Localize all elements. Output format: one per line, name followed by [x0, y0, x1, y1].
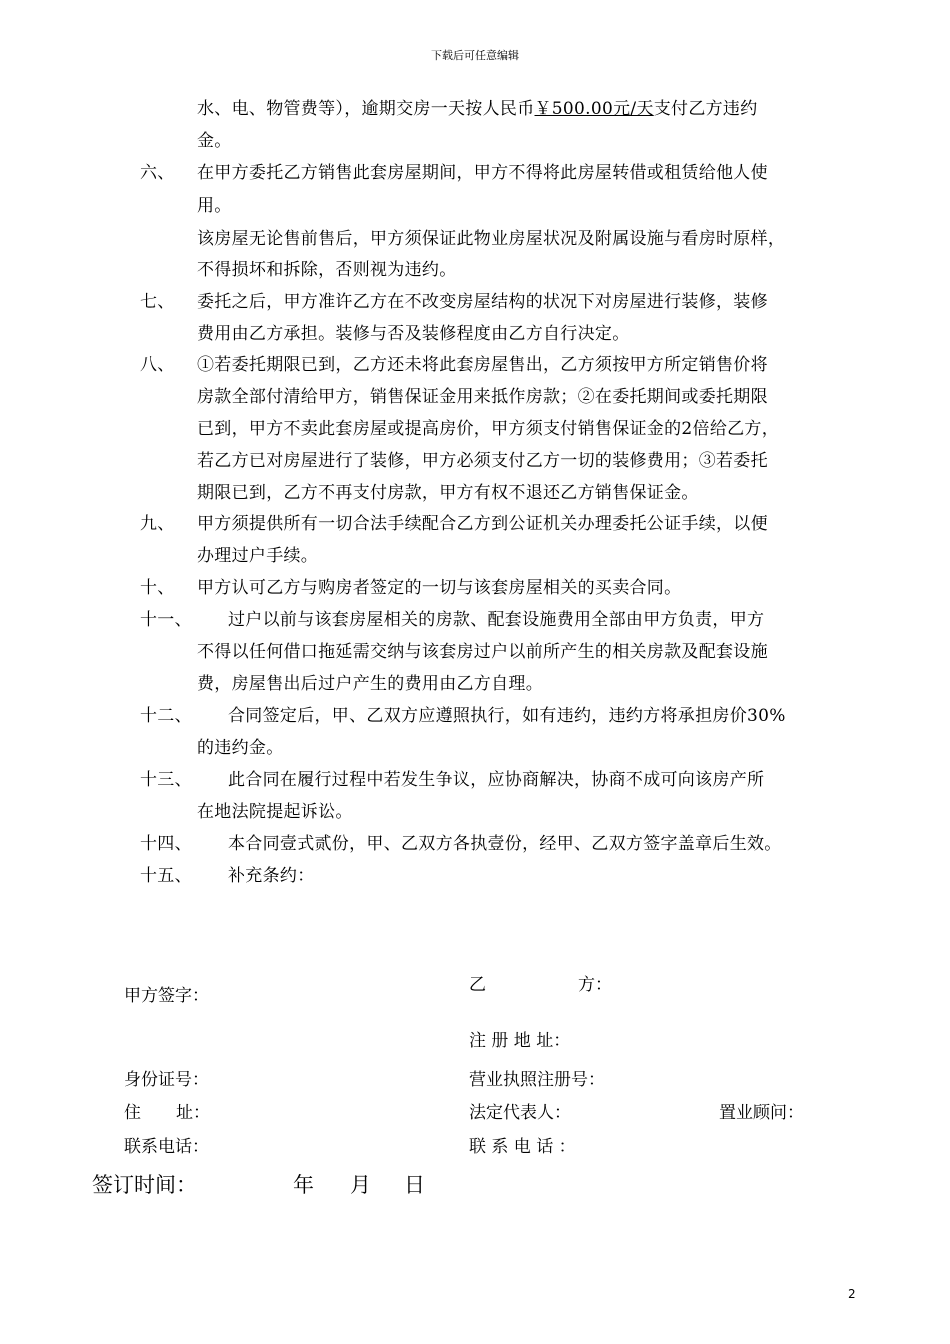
party-a-phone-label: 联系电话：	[124, 1137, 209, 1157]
clause-9-number: 九、	[140, 514, 175, 534]
clause-15-line-1: 补充条约：	[228, 866, 315, 886]
clause-13-line-1: 此合同在履行过程中若发生争议，应协商解决，协商不成可向该房产所	[228, 770, 765, 790]
clause-7-line-2: 费用由乙方承担。装修与否及装修程度由乙方自行决定。	[197, 324, 630, 344]
clause-5-continued-line-2: 金。	[197, 131, 232, 151]
clause-8-line-2: 房款全部付清给甲方，销售保证金用来抵作房款；②在委托期间或委托期限	[197, 387, 768, 407]
clause-12-number: 十二、	[140, 706, 192, 726]
legal-representative-label: 法定代表人：	[469, 1103, 571, 1123]
clause-7-line-1: 委托之后，甲方准许乙方在不改变房屋结构的状况下对房屋进行装修，装修	[197, 292, 768, 312]
clause-text: 水、电、物管费等），逾期交房一天按人民币	[197, 99, 535, 119]
clause-6-number: 六、	[140, 163, 175, 183]
clause-13-line-2: 在地法院提起诉讼。	[197, 802, 353, 822]
page-number: 2	[848, 1287, 856, 1301]
party-b-label-char1: 乙	[469, 975, 486, 995]
signing-date-year: 年	[293, 1173, 314, 1197]
clause-10-line-1: 甲方认可乙方与购房者签定的一切与该套房屋相关的买卖合同。	[197, 578, 682, 598]
clause-6-line-1: 在甲方委托乙方销售此套房屋期间，甲方不得将此房屋转借或租赁给他人使	[197, 163, 768, 183]
clause-11-line-3: 费，房屋售出后过户产生的费用由乙方自理。	[197, 674, 543, 694]
clause-12-line-2: 的违约金。	[197, 738, 284, 758]
clause-8-line-1: ①若委托期限已到，乙方还未将此套房屋售出，乙方须按甲方所定销售价将	[197, 355, 768, 375]
party-b-label-char2: 方：	[578, 975, 612, 995]
clause-14-line-1: 本合同壹式贰份，甲、乙双方各执壹份，经甲、乙双方签字盖章后生效。	[228, 834, 782, 854]
clause-8-line-5: 期限已到，乙方不再支付房款，甲方有权不退还乙方销售保证金。	[197, 483, 699, 503]
party-a-sign-label: 甲方签字：	[124, 986, 209, 1006]
clause-12-line-1: 合同签定后，甲、乙双方应遵照执行，如有违约，违约方将承担房价30%	[228, 706, 786, 726]
clause-7-number: 七、	[140, 292, 175, 312]
signing-date-label: 签订时间：	[92, 1173, 197, 1197]
clause-14-number: 十四、	[140, 834, 192, 854]
clause-text: 支付乙方违约	[653, 99, 758, 119]
clause-13-number: 十三、	[140, 770, 192, 790]
clause-11-line-1: 过户以前与该套房屋相关的房款、配套设施费用全部由甲方负责，甲方	[228, 610, 765, 630]
clause-15-number: 十五、	[140, 866, 192, 886]
business-license-label: 营业执照注册号：	[469, 1070, 605, 1090]
page-header: 下载后可任意编辑	[431, 49, 519, 62]
clause-9-line-2: 办理过户手续。	[197, 546, 319, 566]
clause-8-number: 八、	[140, 355, 175, 375]
clause-5-continued-line-1	[197, 99, 758, 119]
signing-date-day: 日	[404, 1173, 425, 1197]
clause-10-number: 十、	[140, 578, 175, 598]
clause-9-line-1: 甲方须提供所有一切合法手续配合乙方到公证机关办理委托公证手续，以便	[197, 514, 768, 534]
party-b-phone-label: 联 系 电 话 ：	[469, 1137, 576, 1157]
clause-8-line-4: 若乙方已对房屋进行了装修，甲方必须支付乙方一切的装修费用；③若委托	[197, 451, 768, 471]
clause-11-number: 十一、	[140, 610, 192, 630]
registered-address-label: 注 册 地 址：	[469, 1031, 571, 1051]
clause-6-line-3: 该房屋无论售前售后，甲方须保证此物业房屋状况及附属设施与看房时原样，	[197, 229, 786, 249]
signing-date-month: 月	[350, 1173, 371, 1197]
penalty-amount: ￥500.00元/天	[534, 99, 654, 119]
id-number-label: 身份证号：	[124, 1070, 209, 1090]
address-label-char1: 住	[124, 1103, 141, 1123]
consultant-label: 置业顾问：	[719, 1103, 804, 1123]
clause-6-line-2: 用。	[197, 196, 232, 216]
address-label-char2: 址：	[176, 1103, 210, 1123]
clause-8-line-3: 已到，甲方不卖此套房屋或提高房价，甲方须支付销售保证金的2倍给乙方，	[197, 419, 780, 439]
clause-11-line-2: 不得以任何借口拖延需交纳与该套房过户以前所产生的相关房款及配套设施	[197, 642, 768, 662]
clause-6-line-4: 不得损坏和拆除，否则视为违约。	[197, 260, 457, 280]
